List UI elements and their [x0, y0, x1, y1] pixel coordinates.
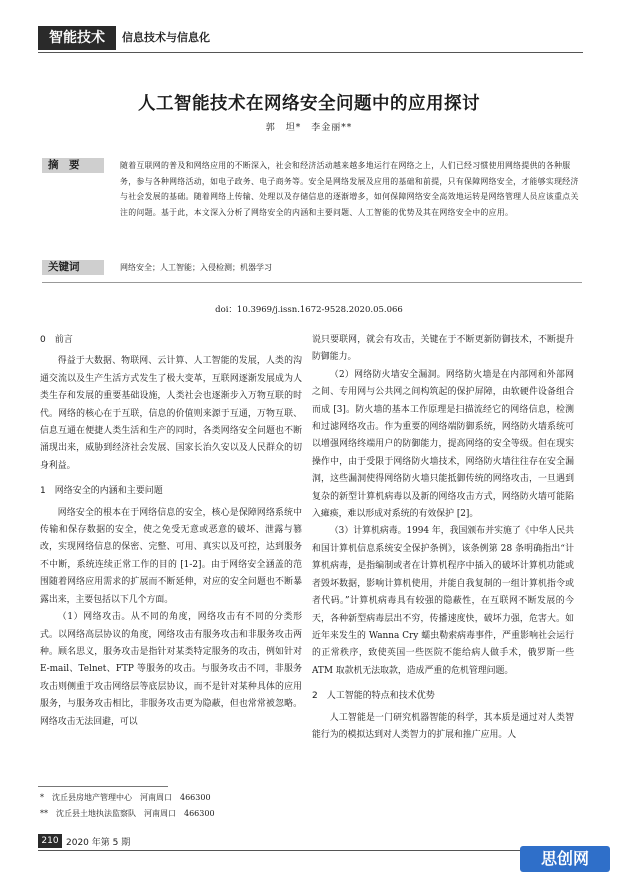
footnote-divider [38, 786, 168, 787]
article-authors: 郭 坦* 李金丽** [265, 123, 353, 133]
left-column [40, 332, 302, 731]
footnote-2: ** 沈丘县土地执法监察队 河南周口 466300 [40, 809, 215, 818]
footer-divider [38, 850, 583, 851]
issue-label: 2020 年第 5 期 [66, 838, 131, 848]
abstract-text: 随着互联网的普及和网络应用的不断深入，社会和经济活动越来越多地运行在网络之上，人们已经习惯使用网络提供的各种服务，参与各种网络活动，如电子政务、电子商务等。安全是网络发展及应用的基础和前提，只有保障网络安全，才能够实现经济与社会发展的基础。随着网络上传输、处理以及存储信息的逐渐增多，如何保障网络安全高效地运转是网络管理人员应该重点关注的问题。基于此，本文深入分析了网络安全的内涵和主要问题、人工智能的优势及其在网络安全中的应用。 [120, 161, 579, 217]
section-heading-2: 2 人工智能的特点和技术优势 [312, 691, 435, 702]
section-heading-intro: 0 前言 [40, 335, 73, 345]
keywords-label: 关键词 [42, 260, 104, 275]
section-heading-1: 1 网络安全的内涵和主要问题 [40, 486, 163, 497]
footnote-1: * 沈丘县房地产管理中心 河南周口 466300 [40, 793, 211, 802]
article-title: 人工智能技术在网络安全问题中的应用探讨 [138, 94, 480, 114]
right-column [312, 332, 574, 744]
paragraph: 网络安全的根本在于网络信息的安全，核心是保障网络系统中传输和保存数据的安全，使之免受无意或恶意的破坏、泄露与篡改，实现网络信息的保密、完整、可用、真实以及可控，达到服务不中断，系统连续正常工作的目的 [1-2]。由于网络安全涵盖的范围随着网络应用需求的扩展而不断延伸，对应的安全问题也不断暴露出来，主要包括以下几个方面。 [40, 507, 302, 605]
keywords-text: 网络安全；人工智能；入侵检测；机器学习 [120, 263, 272, 272]
page-number: 210 [38, 834, 62, 848]
abstract-divider [42, 282, 582, 283]
paragraph: （1）网络攻击。从不同的角度，网络攻击有不同的分类形式。以网络高层协议的角度，网络攻击有服务攻击和非服务攻击两种。顾名思义，服务攻击是指针对某类特定服务的攻击，例如针对 E-mail、Telnet、FTP 等服务的攻击。与服务攻击不同，非服务攻击则侧重于攻击网络层等底层协议，而不是针对某种具体的应用服务，与服务攻击相比，非服务攻击更为隐蔽，但也常常被忽略。网络攻击无法回避，可以 [40, 612, 302, 727]
paragraph: （3）计算机病毒。1994 年，我国颁布并实施了《中华人民共和国计算机信息系统安全保护条例》，该条例第 28 条明确指出“计算机病毒，是指编制或者在计算机程序中插入的破坏计算机功能或者毁坏数据，影响计算机使用，并能自我复制的一组计算机指令或者代码。”计算机病毒具有较强的隐蔽性，在互联网不断发展的今天，各种新型病毒层出不穷，传播速度快，破坏力强，危害大。如近年来发生的 Wanna Cry 蠕虫勒索病毒事件，严重影响社会运行的正常秩序，致使英国一些医院不能给病人做手术，俄罗斯一些 ATM 取款机无法取款，造成严重的危机管理问题。 [312, 526, 574, 676]
site-logo: 思创网 [520, 846, 610, 872]
abstract-label: 摘 要 [42, 158, 104, 173]
paragraph: （2）网络防火墙安全漏洞。网络防火墙是在内部网和外部网之间、专用网与公共网之间构筑起的保护屏障，由软硬件设备组合而成 [3]。防火墙的基本工作原理是扫描流经它的网络信息，检测和过滤网络攻击。作为重要的网络端防御系统，网络防火墙系统可以增强网络终端用户的防御能力，提高网络的安全等级。但在现实操作中，由于受限于网络防火墙技术，网络防火墙往往存在安全漏洞，这些漏洞使得网络防火墙只能抵御传统的网络攻击，一旦遇到复杂的新型计算机病毒以及新的网络攻击方式，网络防火墙可能陷入瘫痪，难以形成对系统的有效保护 [2]。 [312, 369, 574, 520]
doi: doi：10.3969/j.issn.1672-9528.2020.05.066 [215, 305, 403, 315]
paragraph: 得益于大数据、物联网、云计算、人工智能的发展，人类的沟通交流以及生产生活方式发生了极大变革，互联网逐渐发展成为人类生存和发展的重要基础设施，人类社会也逐渐步入万物互联的时代。网络的核心在于互联，信息的价值则来源于互通，万物互联、信息互通在便捷人类生活和生产的同时，各类网络安全问题也不断涌现出来，威胁到经济社会发展、国家长治久安以及人民群众的切身利益。 [40, 356, 302, 471]
header-divider [38, 52, 583, 53]
paragraph: 人工智能是一门研究机器智能的科学，其本质是通过对人类智能行为的模拟达到对人类智力的扩展和推广应用。人 [312, 712, 574, 740]
section-badge: 智能技术 [38, 26, 116, 50]
paragraph: 说只要联网，就会有攻击，关键在于不断更新防御技术，不断提升防御能力。 [312, 335, 574, 363]
section-subtitle: 信息技术与信息化 [122, 31, 210, 44]
